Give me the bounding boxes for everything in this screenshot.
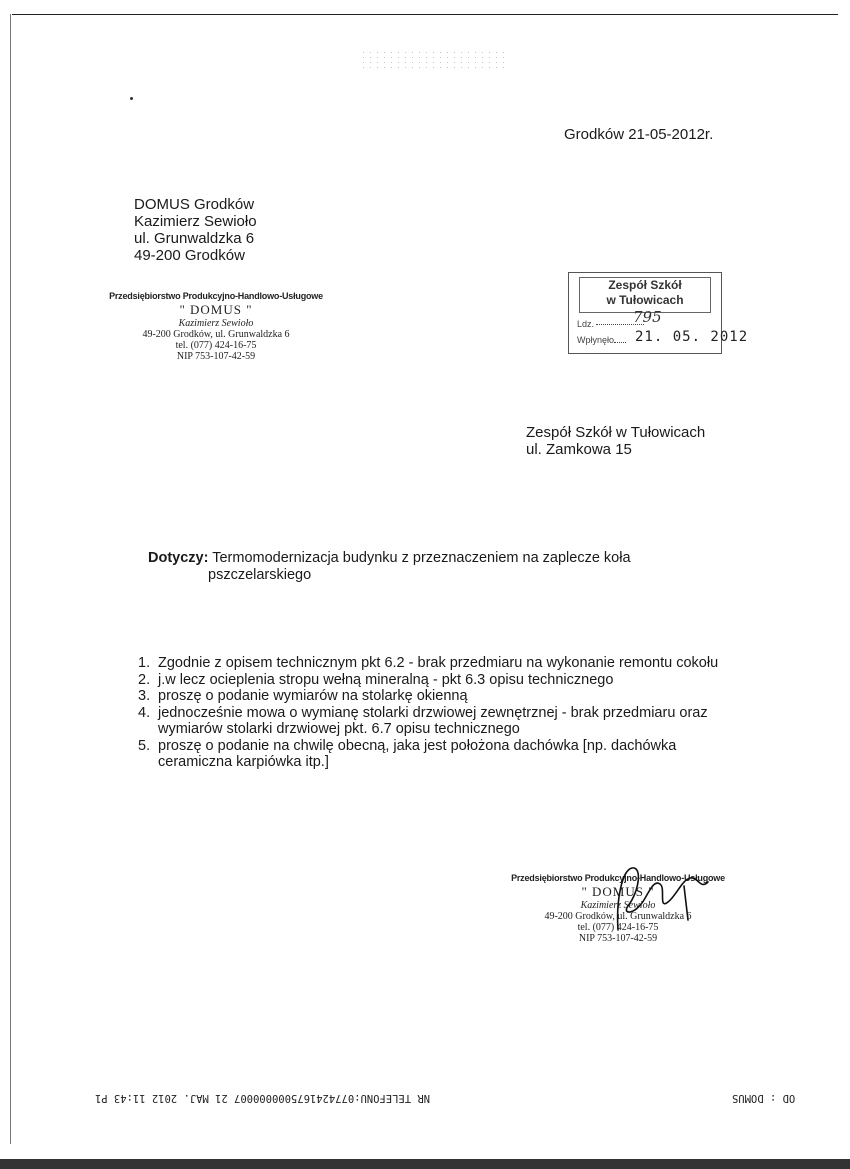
- sender-address: [134, 196, 257, 264]
- received-date: 21. 05. 2012: [635, 329, 749, 345]
- company-stamp: [98, 291, 334, 362]
- stamp-company-type: Przedsiębiorstwo Produkcyjno-Handlowo-Usługowe: [511, 873, 725, 883]
- list-item-text: proszę o podanie wymiarów na stolarkę okienną: [158, 688, 468, 704]
- received-row: [577, 335, 626, 345]
- list-item-number: 4.: [138, 704, 151, 721]
- stamp-company-name: " DOMUS ": [179, 302, 253, 317]
- ldz-handwritten-number: 795: [633, 308, 662, 326]
- stamp-nip: NIP 753-107-42-59: [578, 933, 658, 944]
- scan-bottom-edge: [0, 1159, 850, 1169]
- sender-line: ul. Grunwaldzka 6: [134, 230, 255, 247]
- school-stamp-title-line: w Tułowicach: [606, 293, 684, 307]
- top-border-line: [12, 14, 838, 15]
- left-border-line: [10, 14, 11, 1144]
- stamp-company-type: Przedsiębiorstwo Produkcyjno-Handlowo-Usługowe: [109, 291, 323, 301]
- list-item-number: 5.: [138, 737, 151, 754]
- subject-text-continued: pszczelarskiego: [208, 567, 312, 583]
- stamp-company-name: " DOMUS ": [581, 884, 655, 899]
- list-item-text: j.w lecz ocieplenia stropu wełną mineralną - pkt 6.3 opisu technicznego: [158, 671, 614, 688]
- recipient-address: [526, 424, 705, 458]
- place-and-date: Grodków 21-05-2012r.: [564, 126, 714, 143]
- stamp-nip: NIP 753-107-42-59: [176, 351, 256, 362]
- sender-line: DOMUS Grodków: [134, 196, 255, 213]
- stamp-phone: tel. (077) 424-16-75: [175, 340, 257, 351]
- request-list: [138, 655, 738, 771]
- stamp-owner: Kazimierz Sewioło: [580, 900, 656, 911]
- received-label: Wpłynęło: [577, 335, 615, 345]
- list-item-text: Zgodnie z opisem technicznym pkt 6.2 - brak przedmiaru na wykonanie remontu cokołu: [158, 655, 719, 671]
- list-item: [138, 672, 738, 689]
- subject-text: Termomodernizacja budynku z przeznaczeniem na zaplecze koła: [212, 550, 631, 566]
- school-receipt-stamp: [568, 272, 749, 354]
- list-item: [138, 705, 738, 738]
- list-item-text: jednocześnie mowa o wymianę stolarki drzwiowej zewnętrznej - brak przedmiaru oraz wymiarów stolarki drzwiowej pkt. 6.7 opisu technicznego: [158, 704, 708, 737]
- stamp-phone: tel. (077) 424-16-75: [577, 922, 659, 933]
- list-item-number: 3.: [138, 688, 151, 704]
- recipient-line: ul. Zamkowa 15: [526, 441, 632, 458]
- recipient-line: Zespół Szkół w Tułowicach: [526, 424, 706, 441]
- list-item: [138, 738, 738, 771]
- stamp-owner: Kazimierz Sewioło: [178, 318, 254, 329]
- scan-speck: [130, 97, 133, 100]
- sender-line: 49-200 Grodków: [134, 247, 245, 264]
- list-item: [138, 655, 738, 672]
- list-item-text: proszę o podanie na chwilę obecną, jaka jest położona dachówka [np. dachówka ceramiczna karpiówka itp.]: [158, 737, 677, 770]
- stamp-address: 49-200 Grodków, ul. Grunwaldzka 6: [544, 911, 692, 922]
- list-item: [138, 688, 738, 705]
- list-item-number: 2.: [138, 671, 151, 688]
- school-stamp-title-line: Zespół Szkół: [608, 278, 682, 292]
- subject-block: [148, 550, 631, 584]
- ldz-label: Ldz.: [577, 319, 595, 329]
- sender-line: Kazimierz Sewioło: [134, 213, 257, 230]
- scan-noise: [360, 50, 510, 72]
- stamp-address: 49-200 Grodków, ul. Grunwaldzka 6: [142, 329, 290, 340]
- fax-transmission-header: NR TELEFONU:0774241675000000007 21 MAJ. 2012 11:43 P1: [95, 1092, 431, 1104]
- handwritten-signature: [588, 860, 718, 940]
- fax-sender-header: OD : DOMUS: [732, 1092, 796, 1104]
- dotted-line: [614, 342, 626, 343]
- list-item-number: 1.: [138, 655, 151, 671]
- subject-label: Dotyczy:: [148, 550, 209, 566]
